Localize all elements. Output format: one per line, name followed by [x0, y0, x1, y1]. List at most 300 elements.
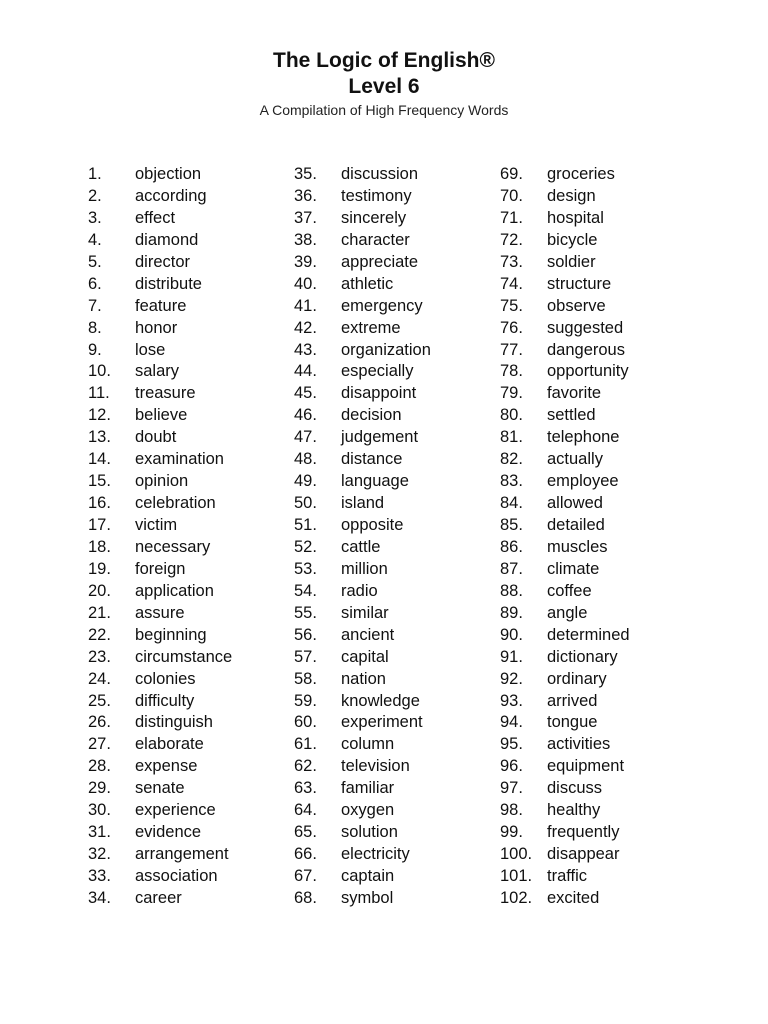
item-number: 34. [88, 888, 111, 907]
item-number: 36. [294, 186, 317, 205]
word-list-item [88, 712, 232, 734]
word-list-item [88, 383, 232, 405]
word-list-item [500, 734, 630, 756]
item-word: distinguish [135, 713, 213, 732]
item-word: bicycle [547, 230, 598, 249]
item-number: 59. [294, 691, 317, 710]
word-list-item [500, 252, 630, 274]
item-number: 98. [500, 801, 523, 820]
item-word: determined [547, 625, 630, 644]
item-number: 3. [88, 208, 102, 227]
word-list-item [500, 296, 630, 318]
item-number: 91. [500, 647, 523, 666]
word-list-item [500, 866, 630, 888]
item-word: testimony [341, 186, 412, 205]
word-list-item [88, 866, 232, 888]
word-list-item [500, 230, 630, 252]
item-number: 83. [500, 472, 523, 491]
item-number: 53. [294, 559, 317, 578]
item-number: 14. [88, 450, 111, 469]
word-list-item [294, 318, 431, 340]
item-number: 21. [88, 603, 111, 622]
item-word: director [135, 252, 191, 271]
item-number: 55. [294, 603, 317, 622]
item-number: 56. [294, 625, 317, 644]
item-word: decision [341, 406, 402, 425]
word-list-item [294, 559, 431, 581]
item-word: evidence [135, 823, 202, 842]
word-list-item [500, 274, 630, 296]
item-number: 67. [294, 867, 317, 885]
item-word: career [135, 888, 182, 907]
item-number: 25. [88, 691, 111, 710]
item-word: application [135, 581, 214, 600]
word-list-item [294, 296, 431, 318]
item-number: 1. [88, 165, 102, 183]
word-list-item [294, 734, 431, 756]
item-number: 65. [294, 823, 317, 842]
item-word: radio [341, 581, 378, 600]
item-word: elaborate [135, 735, 204, 754]
word-list-item [88, 756, 232, 778]
item-number: 38. [294, 230, 317, 249]
item-number: 40. [294, 274, 317, 293]
word-list-item [500, 318, 630, 340]
word-list-item [500, 164, 630, 186]
item-word: senate [135, 779, 185, 798]
word-list-item [88, 537, 232, 559]
word-list-item [500, 712, 630, 734]
item-word: arrangement [135, 845, 229, 864]
item-word: actually [547, 450, 603, 469]
item-word: muscles [547, 537, 608, 556]
item-word: experience [135, 801, 216, 820]
word-list-item [500, 647, 630, 669]
word-list-item [500, 800, 630, 822]
item-number: 44. [294, 362, 317, 381]
item-number: 64. [294, 801, 317, 820]
word-list-item [500, 669, 630, 691]
item-number: 2. [88, 186, 102, 205]
word-list-item [88, 888, 232, 910]
item-word: lose [135, 340, 166, 359]
item-word: difficulty [135, 691, 195, 710]
item-word: assure [135, 603, 185, 622]
item-number: 20. [88, 581, 111, 600]
word-list-item [88, 800, 232, 822]
item-word: opportunity [547, 362, 629, 381]
item-word: favorite [547, 384, 602, 403]
item-number: 32. [88, 845, 111, 864]
word-list-item [294, 778, 431, 800]
word-list-item [500, 361, 630, 383]
item-number: 39. [294, 252, 317, 271]
word-list-item [88, 669, 232, 691]
word-list-item [500, 625, 630, 647]
word-list-item [500, 208, 630, 230]
word-list-item [500, 778, 630, 800]
item-number: 81. [500, 428, 523, 447]
word-list-item [294, 274, 431, 296]
item-number: 47. [294, 428, 317, 447]
item-number: 84. [500, 494, 523, 513]
item-number: 89. [500, 603, 523, 622]
item-number: 17. [88, 516, 111, 534]
item-number: 9. [88, 340, 102, 359]
item-number: 69. [500, 165, 523, 183]
document-subtitle: A Compilation of High Frequency Words [259, 102, 509, 118]
item-word: examination [135, 450, 224, 469]
word-list-item [500, 559, 630, 581]
word-column-2 [294, 164, 431, 910]
word-list-item [294, 230, 431, 252]
word-list-item [500, 844, 630, 866]
word-list-item [88, 318, 232, 340]
item-word: television [341, 757, 410, 776]
item-word: expense [135, 757, 198, 776]
item-number: 30. [88, 801, 111, 820]
item-number: 78. [500, 362, 523, 381]
item-word: arrived [547, 691, 598, 710]
item-word: colonies [135, 669, 196, 688]
item-number: 66. [294, 845, 317, 864]
word-list-item [500, 822, 630, 844]
word-list-item [500, 515, 630, 537]
item-number: 49. [294, 472, 317, 491]
word-list-item [500, 581, 630, 603]
word-list-item [294, 537, 431, 559]
word-list-item [294, 340, 431, 362]
item-word: circumstance [135, 647, 233, 666]
word-list-item [294, 800, 431, 822]
word-list-item [500, 691, 630, 713]
item-number: 35. [294, 165, 317, 183]
item-number: 37. [294, 208, 317, 227]
item-number: 57. [294, 647, 317, 666]
item-word: structure [547, 274, 612, 293]
item-number: 72. [500, 230, 523, 249]
word-list-item [294, 493, 431, 515]
word-list-item [500, 186, 630, 208]
item-word: groceries [547, 165, 615, 183]
word-list-item [88, 493, 232, 515]
item-word: similar [341, 603, 389, 622]
item-number: 8. [88, 318, 102, 337]
word-list-item [294, 691, 431, 713]
item-number: 31. [88, 823, 111, 842]
item-word: design [547, 186, 596, 205]
item-number: 75. [500, 296, 523, 315]
item-word: believe [135, 406, 188, 425]
item-word: tongue [547, 713, 598, 732]
item-number: 7. [88, 296, 102, 315]
word-list-item [88, 625, 232, 647]
item-word: excited [547, 888, 600, 907]
item-word: athletic [341, 274, 394, 293]
item-number: 68. [294, 888, 317, 907]
item-number: 45. [294, 384, 317, 403]
word-list-item [294, 515, 431, 537]
item-word: feature [135, 296, 187, 315]
item-number: 79. [500, 384, 523, 403]
item-word: detailed [547, 516, 605, 534]
word-list-item [294, 712, 431, 734]
item-number: 27. [88, 735, 111, 754]
item-number: 63. [294, 779, 317, 798]
item-number: 24. [88, 669, 111, 688]
word-list-item [500, 340, 630, 362]
word-list-item [500, 537, 630, 559]
word-list-item [88, 515, 232, 537]
item-word: activities [547, 735, 611, 754]
word-list-item [294, 866, 431, 888]
item-number: 22. [88, 625, 111, 644]
item-number: 10. [88, 362, 111, 381]
item-word: captain [341, 867, 395, 885]
word-list-item [294, 186, 431, 208]
word-list-item [88, 559, 232, 581]
word-list-item [294, 449, 431, 471]
item-number: 92. [500, 669, 523, 688]
item-number: 74. [500, 274, 523, 293]
item-number: 51. [294, 516, 317, 534]
item-word: cattle [341, 537, 381, 556]
item-number: 5. [88, 252, 102, 271]
item-number: 80. [500, 406, 523, 425]
item-number: 96. [500, 757, 523, 776]
item-word: experiment [341, 713, 423, 732]
word-list-item [500, 471, 630, 493]
word-list-item [88, 427, 232, 449]
document-title: The Logic of English® [273, 49, 495, 72]
word-list-item [88, 603, 232, 625]
item-word: angle [547, 603, 588, 622]
item-number: 73. [500, 252, 523, 271]
item-word: traffic [547, 867, 588, 885]
item-word: objection [135, 165, 202, 183]
word-list-item [88, 734, 232, 756]
item-number: 76. [500, 318, 523, 337]
item-number: 33. [88, 867, 111, 885]
item-word: ancient [341, 625, 395, 644]
item-word: observe [547, 296, 606, 315]
item-word: association [135, 867, 218, 885]
item-number: 94. [500, 713, 523, 732]
item-number: 88. [500, 581, 523, 600]
item-word: symbol [341, 888, 394, 907]
item-number: 12. [88, 406, 111, 425]
word-list-item [500, 756, 630, 778]
item-word: effect [135, 208, 176, 227]
word-list-item [500, 888, 630, 910]
item-number: 48. [294, 450, 317, 469]
item-number: 101. [500, 867, 533, 885]
word-list-item [294, 647, 431, 669]
word-list-item [88, 230, 232, 252]
word-list-item [500, 493, 630, 515]
item-word: electricity [341, 845, 410, 864]
item-word: necessary [135, 537, 211, 556]
item-word: familiar [341, 779, 395, 798]
item-word: soldier [547, 252, 596, 271]
item-number: 50. [294, 494, 317, 513]
item-number: 42. [294, 318, 317, 337]
item-number: 54. [294, 581, 317, 600]
word-list-item [88, 844, 232, 866]
item-word: foreign [135, 559, 186, 578]
item-number: 90. [500, 625, 523, 644]
item-number: 19. [88, 559, 111, 578]
item-word: opposite [341, 516, 404, 534]
word-list-item [294, 164, 431, 186]
item-number: 52. [294, 537, 317, 556]
item-word: doubt [135, 428, 177, 447]
item-word: appreciate [341, 252, 419, 271]
item-word: beginning [135, 625, 207, 644]
word-list-item [294, 252, 431, 274]
item-number: 100. [500, 845, 533, 864]
word-list-item [88, 296, 232, 318]
item-number: 29. [88, 779, 111, 798]
word-list-item [88, 252, 232, 274]
item-word: oxygen [341, 801, 395, 820]
item-word: telephone [547, 428, 620, 447]
item-word: diamond [135, 230, 199, 249]
word-column-1 [88, 164, 232, 910]
word-list-item [294, 208, 431, 230]
word-list-item [88, 691, 232, 713]
item-word: celebration [135, 494, 216, 513]
document-header [0, 48, 768, 119]
word-list-item [294, 361, 431, 383]
item-number: 6. [88, 274, 102, 293]
word-list-item [88, 208, 232, 230]
item-word: distance [341, 450, 403, 469]
item-word: dangerous [547, 340, 625, 359]
item-word: healthy [547, 801, 601, 820]
word-list-item [294, 603, 431, 625]
item-word: equipment [547, 757, 625, 776]
item-number: 15. [88, 472, 111, 491]
item-word: million [341, 559, 388, 578]
item-number: 26. [88, 713, 111, 732]
item-number: 41. [294, 296, 317, 315]
word-list-item [88, 405, 232, 427]
item-number: 77. [500, 340, 523, 359]
word-list-item [294, 581, 431, 603]
word-list-item [88, 471, 232, 493]
item-word: discuss [547, 779, 603, 798]
item-number: 28. [88, 757, 111, 776]
word-list-item [88, 186, 232, 208]
word-list-item [500, 449, 630, 471]
word-list-item [294, 844, 431, 866]
item-word: employee [547, 472, 619, 491]
word-list-item [294, 756, 431, 778]
item-word: honor [135, 318, 178, 337]
item-number: 82. [500, 450, 523, 469]
item-word: distribute [135, 274, 202, 293]
item-word: sincerely [341, 208, 407, 227]
item-word: climate [547, 559, 600, 578]
item-number: 18. [88, 537, 111, 556]
item-number: 13. [88, 428, 111, 447]
item-word: island [341, 494, 385, 513]
word-list-item [500, 427, 630, 449]
item-number: 70. [500, 186, 523, 205]
item-word: salary [135, 362, 180, 381]
item-number: 95. [500, 735, 523, 754]
item-word: discussion [341, 165, 419, 183]
word-list-item [294, 405, 431, 427]
item-word: knowledge [341, 691, 420, 710]
item-word: especially [341, 362, 414, 381]
item-number: 97. [500, 779, 523, 798]
item-word: allowed [547, 494, 603, 513]
word-list-item [294, 427, 431, 449]
word-list-item [500, 405, 630, 427]
word-list-item [294, 625, 431, 647]
item-word: dictionary [547, 647, 618, 666]
item-word: opinion [135, 472, 189, 491]
item-number: 85. [500, 516, 523, 534]
item-number: 62. [294, 757, 317, 776]
item-word: hospital [547, 208, 604, 227]
item-number: 99. [500, 823, 523, 842]
word-list-item [500, 383, 630, 405]
item-number: 87. [500, 559, 523, 578]
word-list-item [88, 361, 232, 383]
item-number: 61. [294, 735, 317, 754]
item-word: victim [135, 516, 178, 534]
word-list-item [294, 669, 431, 691]
item-word: treasure [135, 384, 196, 403]
item-number: 93. [500, 691, 523, 710]
item-word: emergency [341, 296, 423, 315]
level-heading: Level 6 [348, 75, 420, 98]
item-word: language [341, 472, 409, 491]
word-list-item [294, 888, 431, 910]
word-list-item [88, 581, 232, 603]
item-word: nation [341, 669, 386, 688]
item-word: suggested [547, 318, 624, 337]
item-word: settled [547, 406, 596, 425]
item-word: disappear [547, 845, 620, 864]
item-word: solution [341, 823, 398, 842]
item-word: organization [341, 340, 431, 359]
item-number: 11. [88, 384, 110, 403]
word-list-item [88, 274, 232, 296]
item-word: column [341, 735, 395, 754]
item-word: extreme [341, 318, 401, 337]
item-word: judgement [341, 428, 419, 447]
item-number: 43. [294, 340, 317, 359]
item-number: 86. [500, 537, 523, 556]
item-number: 23. [88, 647, 111, 666]
item-number: 4. [88, 230, 102, 249]
word-list-item [88, 647, 232, 669]
item-word: character [341, 230, 410, 249]
item-number: 46. [294, 406, 317, 425]
word-list-item [500, 603, 630, 625]
item-number: 71. [500, 208, 523, 227]
item-word: according [135, 186, 207, 205]
word-list-item [88, 340, 232, 362]
item-number: 60. [294, 713, 317, 732]
item-number: 58. [294, 669, 317, 688]
item-word: capital [341, 647, 389, 666]
item-word: frequently [547, 823, 620, 842]
